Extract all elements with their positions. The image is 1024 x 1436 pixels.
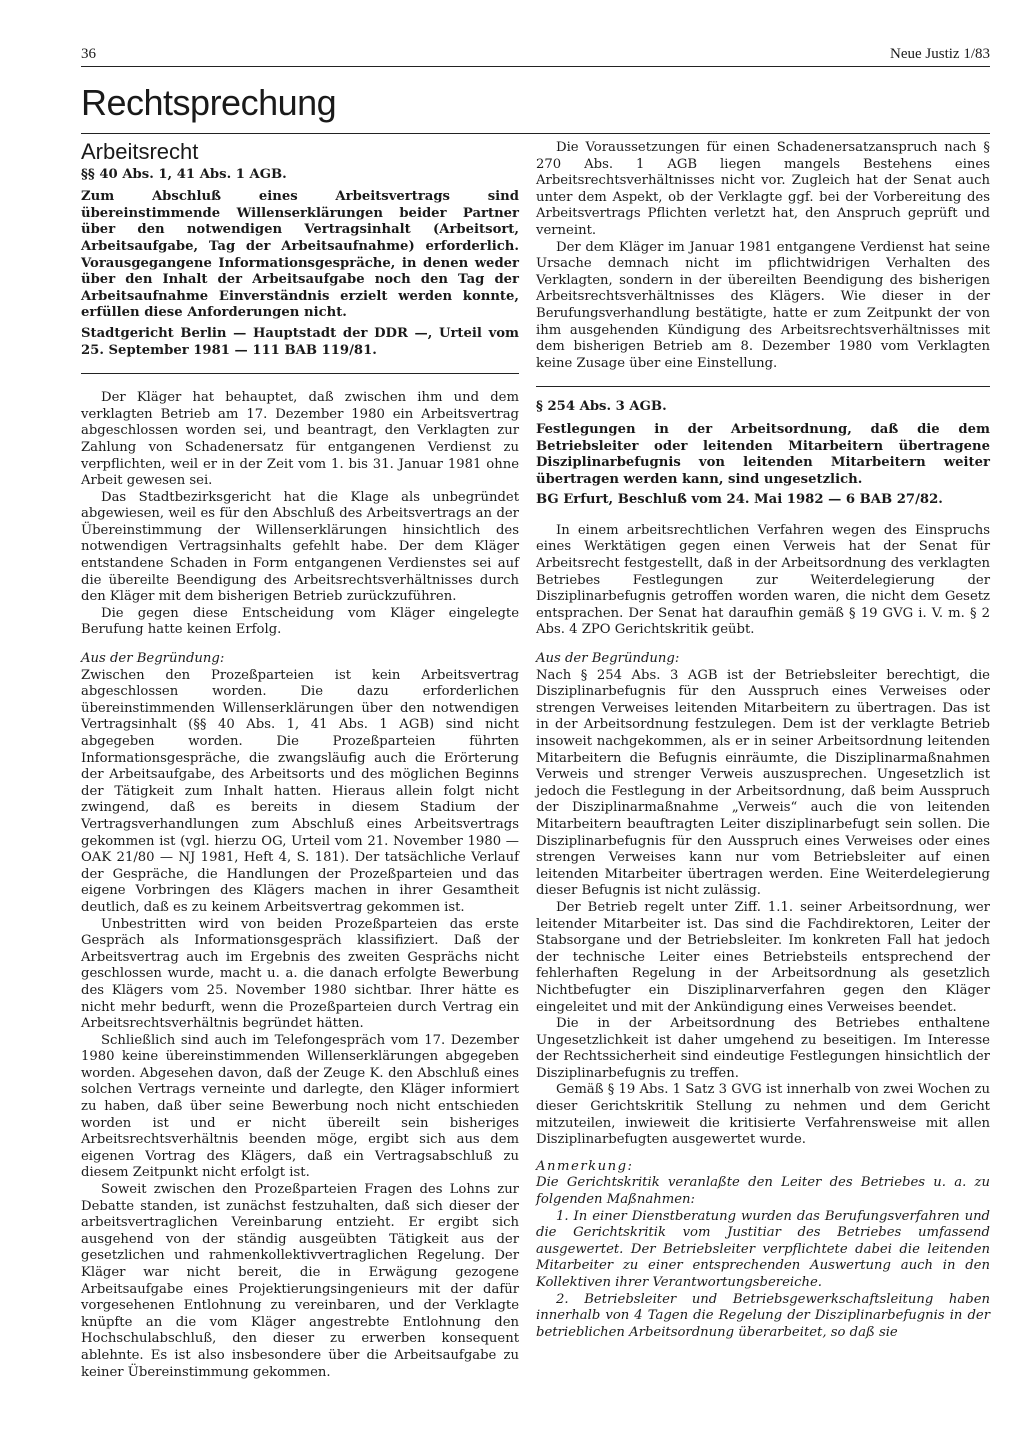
case2-reasons-label: Aus der Begründung:: [536, 651, 680, 667]
case2-note-label: Anmerkung:: [536, 1158, 634, 1174]
case1-para-1: Der Kläger hat behauptet, daß zwischen ihm und dem verklagten Betrieb am 17. Dezember 1980 ein Arbeitsvertrag abgeschlossen worden sei, und beantragt, den Verklagten zur Zahlung von Schadenersatz für entgangenen Verdienst zu verpflichten, weil er in der Zeit vom 1. bis 31. Januar 1981 ohne Arbeit gewesen sei.: [81, 390, 519, 489]
case1-continuation-1: Die Voraussetzungen für einen Schadenersatzanspruch nach § 270 Abs. 1 AGB liegen mangels Bestehens eines Arbeitsrechtsverhältnisses nicht vor. Zugleich hat der Senat auch unter dem Aspekt, ob der Verklagte ggf. bei der Vorbereitung des Arbeitsvertrags Pflichten verletzt hat, den Anspruch geprüft und verneint.: [536, 140, 990, 238]
case1-reason-1: Zwischen den Prozeßparteien ist kein Arbeitsvertrag abgeschlossen worden. Die dazu erforderlichen übereinstimmenden Willenserklärungen über den notwendigen Vertragsinhalt (§§ 40 Abs. 1, 41 Abs. 1 AGB) sind nicht abgegeben worden. Die Prozeßparteien führten Informationsgespräche, die zwangsläufig auch die Erörterung der Arbeitsaufgabe, des Arbeitsorts und des möglichen Beginns der Tätigkeit zum Inhalt hatten. Hieraus allein folgt nicht zwingend, daß es bereits in diesem Stadium der Vertragsverhandlungen zum Abschluß eines Arbeitsvertrags gekommen ist (vgl. hierzu OG, Urteil vom 21. November 1980 — OAK 21/80 — NJ 1981, Heft 4, S. 181). Der tatsächliche Verlauf der Gespräche, die Handlungen der Prozeßparteien und das eigene Vorbringen des Klägers machen in ihrer Gesamtheit deutlich, daß es zu keinem Arbeitsvertrag gekommen ist.: [81, 667, 519, 915]
page-header: [81, 44, 990, 67]
case2-intro: In einem arbeitsrechtlichen Verfahren wegen des Einspruchs eines Werktätigen gegen einen Verweis hat der Senat für Arbeitsrecht festgestellt, daß in der Arbeitsordnung des verklagten Betriebes Festlegungen zur Weiterdelegierung der Disziplinarbefugnis getroffen worden waren, die nicht dem Gesetz entsprachen. Der Senat hat daraufhin gemäß § 19 GVG i. V. m. § 2 Abs. 4 ZPO Gerichtskritik geübt.: [536, 522, 990, 638]
subsection-title: Arbeitsrecht: [81, 139, 199, 164]
case2-head: [536, 386, 990, 513]
section-title: Rechtsprechung: [81, 82, 337, 123]
case1-headnote: Zum Abschluß eines Arbeitsvertrags sind übereinstimmende Willenserklärungen beider Partner über den notwendigen Vertragsinhalt (Arbeitsort, Arbeitsaufgabe, Tag der Arbeitsaufnahme) erforderlich. Vorausgegangene Informationsgespräche, in denen weder über den Inhalt der Arbeitsaufgabe noch den Tag der Arbeitsaufnahme Einverständnis erzielt werden konnte, erfüllen diese Anforderungen nicht.: [81, 189, 519, 321]
case2-note-item-2: 2. Betriebsleiter und Betriebsgewerkschaftsleitung haben innerhalb von 4 Tagen die Regelung der Disziplinarbefugnis in der betrieblichen Arbeitsordnung überarbeitet, so daß sie: [536, 1291, 990, 1340]
case1-reason-2: Unbestritten wird von beiden Prozeßparteien das erste Gespräch als Informationsgespräch klassifiziert. Daß der Arbeitsvertrag auch im Ergebnis des zweiten Gesprächs nicht geschlossen wurde, macht u. a. die danach erfolgte Bewerbung des Klägers vom 25. November 1980 sichtbar. Ihrer hätte es nicht mehr bedurft, wenn die Prozeßparteien durch Vertrag ein Arbeitsrechtsverhältnis begründet hätten.: [81, 916, 519, 1032]
case1-continuation-2: Der dem Kläger im Januar 1981 entgangene Verdienst hat seine Ursache demnach nicht im pflichtwidrigen Verhalten des Verklagten, sondern in der übereilten Beendigung des bisherigen Arbeitsrechtsverhältnisses des Klägers. Wie dieser in der Berufungsverhandlung bestätigte, hatte er zum Zeitpunkt der von ihm ausgehenden Kündigung des Arbeitsrechtsverhältnisses mit dem bisherigen Betrieb am 8. Dezember 1980 vom Verklagten keine Zusage über eine Einstellung.: [536, 239, 990, 371]
case2-reason-4: Gemäß § 19 Abs. 1 Satz 3 GVG ist innerhalb von zwei Wochen zu dieser Gerichtskritik Stellung zu nehmen und dem Gericht mitzuteilen, inwieweit die kritisierte Verfahrensweise mit allen Disziplinarbefugten ausgewertet wurde.: [536, 1082, 990, 1148]
left-column: [81, 140, 519, 1381]
case2-reason-3: Die in der Arbeitsordnung des Betriebes enthaltene Ungesetzlichkeit ist daher umgehend zu beseitigen. Im Interesse der Rechtssicherheit sind eindeutige Festlegungen hinsichtlich der Disziplinarbefugnis zu treffen.: [536, 1016, 990, 1081]
case1-court: Stadtgericht Berlin — Hauptstadt der DDR —, Urteil vom 25. September 1981 — 111 BAB 119/81.: [81, 325, 519, 358]
case2-court: BG Erfurt, Beschluß vom 24. Mai 1982 — 6 BAB 27/82.: [536, 492, 943, 508]
title-rule: [81, 133, 990, 134]
case2-note-item-1: 1. In einer Dienstberatung wurden das Berufungsverfahren und die Gerichtskritik vom Justitiar des Betriebes umfassend ausgewertet. Der Betriebsleiter verpflichtete dabei die leitenden Mitarbeiter zu einer entsprechenden Auswertung auch in den Kollektiven ihrer Verantwortungsbereiche.: [536, 1208, 990, 1290]
case2-reason-1: Nach § 254 Abs. 3 AGB ist der Betriebsleiter berechtigt, die Disziplinarbefugnis für den Ausspruch eines Verweises oder strengen Verweises leitenden Mitarbeitern zu übertragen. Das ist in der Arbeitsordnung festzulegen. Dem ist der verklagte Betrieb insoweit nachgekommen, als er in seiner Arbeitsordnung leitenden Mitarbeitern die Befugnis einräumte, die Disziplinarmaßnahmen Verweis und strenger Verweis auszusprechen. Ungesetzlich ist jedoch die Festlegung in der Arbeitsordnung, daß beim Ausspruch der Disziplinarmaßnahme „Verweis“ auch die von leitenden Mitarbeitern beauftragten Leiter disziplinarbefugt sein sollen. Die Disziplinarbefugnis für den Ausspruch eines Verweises oder eines strengen Verweises kann nur vom Betriebsleiter auf einen leitenden Mitarbeiter übertragen werden. Eine Weiterdelegierung dieser Befugnis ist nicht zulässig.: [536, 667, 990, 899]
case1-reasons-label: Aus der Begründung:: [81, 651, 225, 667]
case1-reason-3: Schließlich sind auch im Telefongespräch vom 17. Dezember 1980 keine übereinstimmenden Willenserklärungen abgegeben worden. Abgesehen davon, daß der Zeuge K. den Abschluß eines solchen Vertrags verneinte und darlegte, den Kläger informiert zu haben, daß über seine Bewerbung noch nicht entschieden worden ist und er nicht übereilt sein bisheriges Arbeitsrechtsverhältnis beenden möge, ergibt sich aus dem eigenen Vortrag des Klägers, daß ein Vertragsabschluß zu diesem Zeitpunkt nicht erfolgt ist.: [81, 1032, 519, 1181]
right-column: [536, 140, 990, 1341]
case1-para-2: Das Stadtbezirksgericht hat die Klage als unbegründet abgewiesen, weil es für den Abschluß des Arbeitsvertrags an der Übereinstimmung der Willenserklärungen hinsichtlich des notwendigen Vertragsinhalts gefehlt habe. Der dem Kläger entstandene Schaden in Form entgangenen Verdienstes sei auf die übereilte Beendigung des Arbeitsrechtsverhältnisses durch den Kläger mit dem bisherigen Betrieb zurückzuführen.: [81, 489, 519, 605]
case2-note-intro: Die Gerichtskritik veranlaßte den Leiter des Betriebes u. a. zu folgenden Maßnahmen:: [536, 1175, 990, 1208]
case1-head: [81, 139, 519, 374]
page-number: 36: [81, 46, 96, 62]
case1-law: §§ 40 Abs. 1, 41 Abs. 1 AGB.: [81, 166, 287, 182]
case2-headnote: Festlegungen in der Arbeitsordnung, daß die dem Betriebsleiter oder leitenden Mitarbeitern übertragene Disziplinarbefugnis von leitenden Mitarbeitern weiter übertragen werden kann, sind ungesetzlich.: [536, 421, 990, 487]
case1-para-3: Die gegen diese Entscheidung vom Kläger eingelegte Berufung hatte keinen Erfolg.: [81, 605, 519, 638]
case2-law: § 254 Abs. 3 AGB.: [536, 399, 667, 415]
case2-reason-2: Der Betrieb regelt unter Ziff. 1.1. seiner Arbeitsordnung, wer leitender Mitarbeiter ist. Das sind die Fachdirektoren, Leiter der Stabsorgane und der Betriebsleiter. Im konkreten Fall hat jedoch der technische Leiter eines Betriebsteils entsprechend der fehlerhaften Regelung in der Arbeitsordnung als gesetzlich Nichtbefugter ein Disziplinarverfahren gegen den Kläger eingeleitet und mit der Ankündigung eines Verweises beendet.: [536, 899, 990, 1015]
case1-reason-4: Soweit zwischen den Prozeßparteien Fragen des Lohns zur Debatte standen, ist zunächst festzuhalten, daß sich dieser der arbeitsvertraglichen Vereinbarung entzieht. Er ergibt sich ausgehend von der ständig ausgeübten Tätigkeit aus der gesetzlichen und rahmenkollektivvertraglichen Regelung. Der Kläger war nicht bereit, die in Erwägung gezogene Arbeitsaufgabe eines Projektierungsingenieurs mit der dafür vorgesehenen Entlohnung zu vereinbaren, und der Verklagte knüpfte an die vom Kläger angestrebte Entlohnung den Hochschulabschluß, den dieser zu erwerben konsequent ablehnte. Es ist also insbesondere über die Arbeitsaufgabe zu keiner Übereinstimmung gekommen.: [81, 1182, 519, 1380]
journal-issue: Neue Justiz 1/83: [890, 46, 990, 62]
